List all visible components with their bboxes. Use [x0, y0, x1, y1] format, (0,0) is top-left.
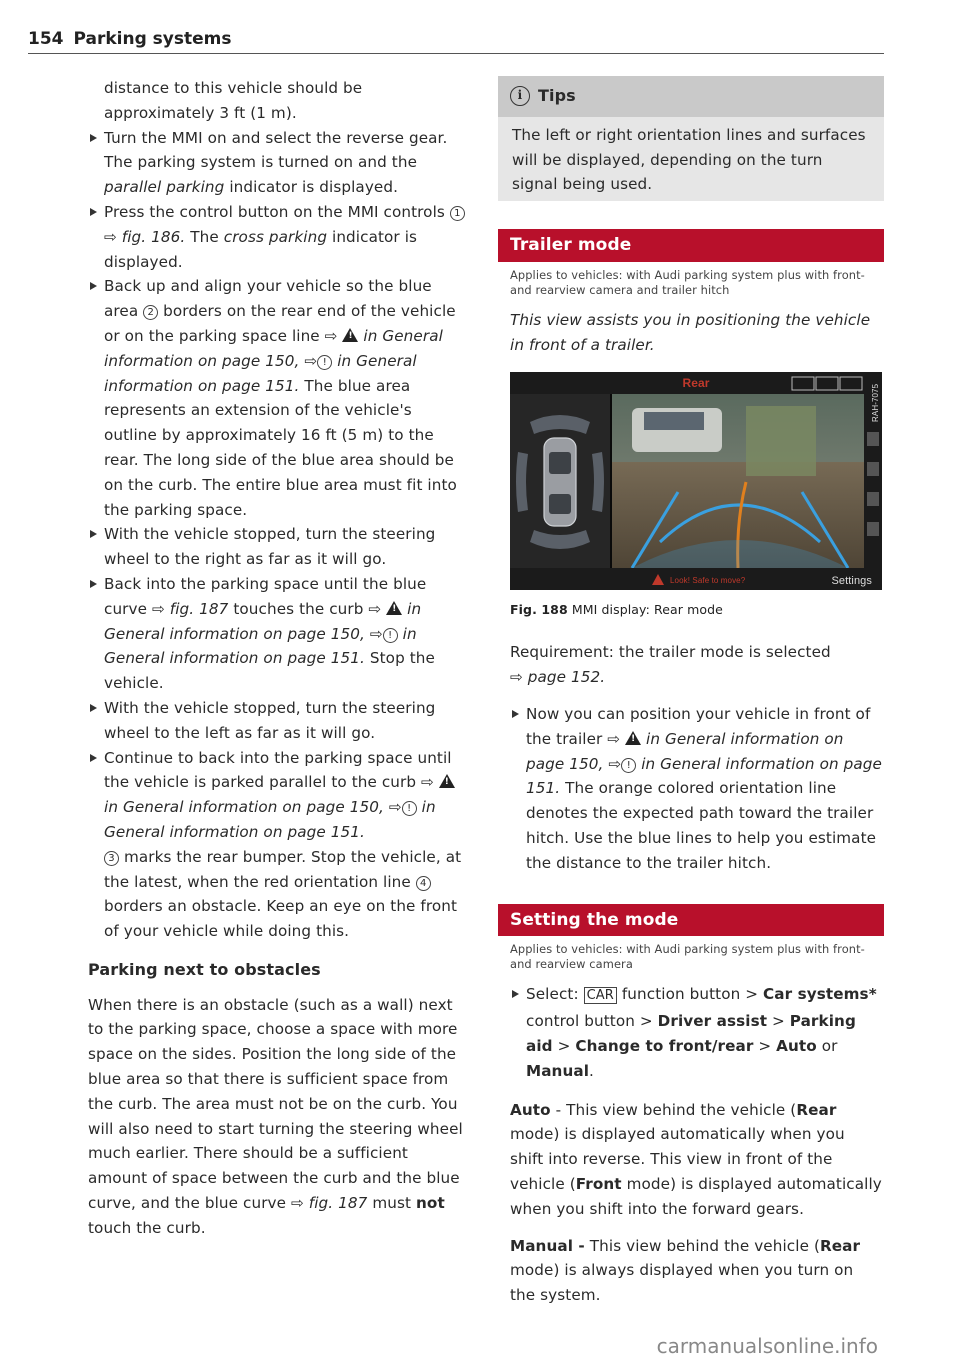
car-key-label: CAR — [584, 987, 617, 1004]
xref-link[interactable]: in General information on page 151. — [526, 754, 882, 798]
note-icon: ! — [621, 758, 636, 773]
fig-link[interactable]: ⇨ fig. 187 — [152, 599, 229, 618]
paragraph: When there is an obstacle (such as a wall) next to the parking space, choose a space with more space on the sides. Position the long side of the blue area so that there is sufficient space from the curb. The area must not be on the curb. You will also need to start turning the steering wheel much earlier. There should be a sufficient amount of space between the curb and the blue curve, and the blue curve ⇨ fig. 187 must not touch the curb. — [88, 995, 463, 1237]
info-icon: i — [510, 86, 530, 106]
fig-settings: Settings — [831, 574, 872, 587]
paragraph: 3 marks the rear bumper. Stop the vehicle, at the latest, when the red orientation line 4 borders an obstacle. Keep an eye on the front of your vehicle while doing this. — [104, 847, 462, 941]
xref-link[interactable]: in General information on page 150, — [104, 326, 443, 370]
fig-title: Rear — [682, 375, 710, 390]
mmi-display-graphic — [510, 372, 882, 590]
page-header — [28, 24, 884, 54]
list-item: Turn the MMI on and select the reverse gear. The parking system is turned on and the parallel parking indicator is displayed. — [88, 126, 468, 200]
fig-link[interactable]: ⇨ fig. 187 — [291, 1194, 368, 1213]
section-band: Setting the mode — [498, 904, 884, 937]
note-icon: ! — [402, 801, 417, 816]
xref-link[interactable]: in General information on page 150, — [104, 798, 384, 817]
fig-caption: Fig. 188 MMI display: Rear mode — [510, 601, 723, 617]
list-item: Select: CAR function button > Car systems* control button > Driver assist > Parking aid > Change to front/rear > Auto or Manual. — [510, 982, 882, 1083]
section-title: Parking systems — [73, 28, 232, 49]
left-column — [88, 76, 468, 1241]
tips-header: i Tips — [498, 76, 884, 117]
applies-note: Applies to vehicles: with Audi parking system plus with front- and rearview camera — [510, 942, 865, 972]
fig-link[interactable]: ⇨ fig. 186. — [104, 227, 186, 246]
section-band: Trailer mode — [498, 229, 884, 262]
callout-4-icon: 4 — [416, 876, 431, 891]
warning-icon — [342, 328, 358, 342]
paragraph: Requirement: the trailer mode is selected ⇨ page 152. — [510, 643, 831, 687]
warning-icon — [625, 731, 641, 745]
callout-2-icon: 2 — [143, 305, 158, 320]
xref-link[interactable]: in General information on page 150, — [104, 599, 422, 643]
xref-link[interactable]: in General information on page 151. — [104, 798, 436, 841]
applies-note: Applies to vehicles: with Audi parking system plus with front- and rearview camera and trailer hitch — [510, 267, 865, 297]
fig-warning: Look! Safe to move? — [670, 575, 746, 585]
watermark: carmanualsonline.info — [656, 1334, 878, 1358]
xref-link[interactable]: in General information on page 151. — [104, 351, 417, 395]
tips-box — [498, 76, 884, 201]
page-number: 154 — [28, 28, 64, 49]
intro-text: This view assists you in positioning the vehicle in front of a trailer. — [510, 310, 871, 354]
list-item: Now you can position your vehicle in front of the trailer ⇨ ! in General information on page 150, ⇨ ! in General information on page 151. The orange colored orientation line denotes the expected path toward the trailer hitch. Use the blue lines to help you estimate the distance to the trailer hitch. — [510, 702, 882, 876]
callout-3-icon: 3 — [104, 851, 119, 866]
note-icon: ! — [383, 628, 398, 643]
list-item: Back into the parking space until the blue curve ⇨ fig. 187 touches the curb ⇨ ! in General information on page 150, ⇨ ! in General information on page 151. Stop the vehicle. — [88, 572, 468, 696]
xref-link[interactable]: in General information on page 150, — [526, 729, 844, 773]
paragraph: Manual - This view behind the vehicle (Rear mode) is always displayed when you turn on the system. — [510, 1236, 861, 1305]
list-item: Press the control button on the MMI controls 1 ⇨ fig. 186. The cross parking indicator is displayed. — [88, 200, 468, 274]
tips-body: The left or right orientation lines and surfaces will be displayed, depending on the turn signal being used. — [512, 125, 866, 194]
right-column — [510, 76, 882, 1308]
list-item: With the vehicle stopped, turn the steering wheel to the left as far as it will go. — [88, 696, 468, 746]
warning-icon — [386, 601, 402, 615]
paragraph: distance to this vehicle should be approximately 3 ft (1 m). — [104, 79, 363, 122]
paragraph: Auto - This view behind the vehicle (Rear mode) is displayed automatically when you shift into reverse. This view in front of the vehicle (Front mode) is displayed automatically when you shift into the forward gears. — [510, 1100, 882, 1218]
xref-link[interactable]: in General information on page 151. — [104, 624, 417, 668]
xref-link[interactable]: ⇨ page 152. — [510, 668, 606, 687]
list-item: With the vehicle stopped, turn the steering wheel to the right as far as it will go. — [88, 522, 468, 572]
fig-code: RAH-7075 — [871, 383, 880, 422]
subheading: Parking next to obstacles — [88, 959, 321, 979]
callout-1-icon: 1 — [450, 206, 465, 221]
mmi-rear-camera-figure — [510, 372, 882, 590]
list-item: Back up and align your vehicle so the blue area 2 borders on the rear end of the vehicle or on the parking space line ⇨ ! in General information on page 150, ⇨ ! in General information on page 151. The blue area represents an extension of the vehicle's outline by approximately 16 ft (5 m) to the rear. The long side of the blue area should be on the curb. The entire blue area must fit into the parking space. — [88, 274, 468, 522]
list-item: Continue to back into the parking space until the vehicle is parked parallel to the curb ⇨ ! in General information on page 150, ⇨ ! in General information on page 151. — [88, 746, 468, 845]
warning-icon — [439, 774, 455, 788]
note-icon: ! — [317, 355, 332, 370]
